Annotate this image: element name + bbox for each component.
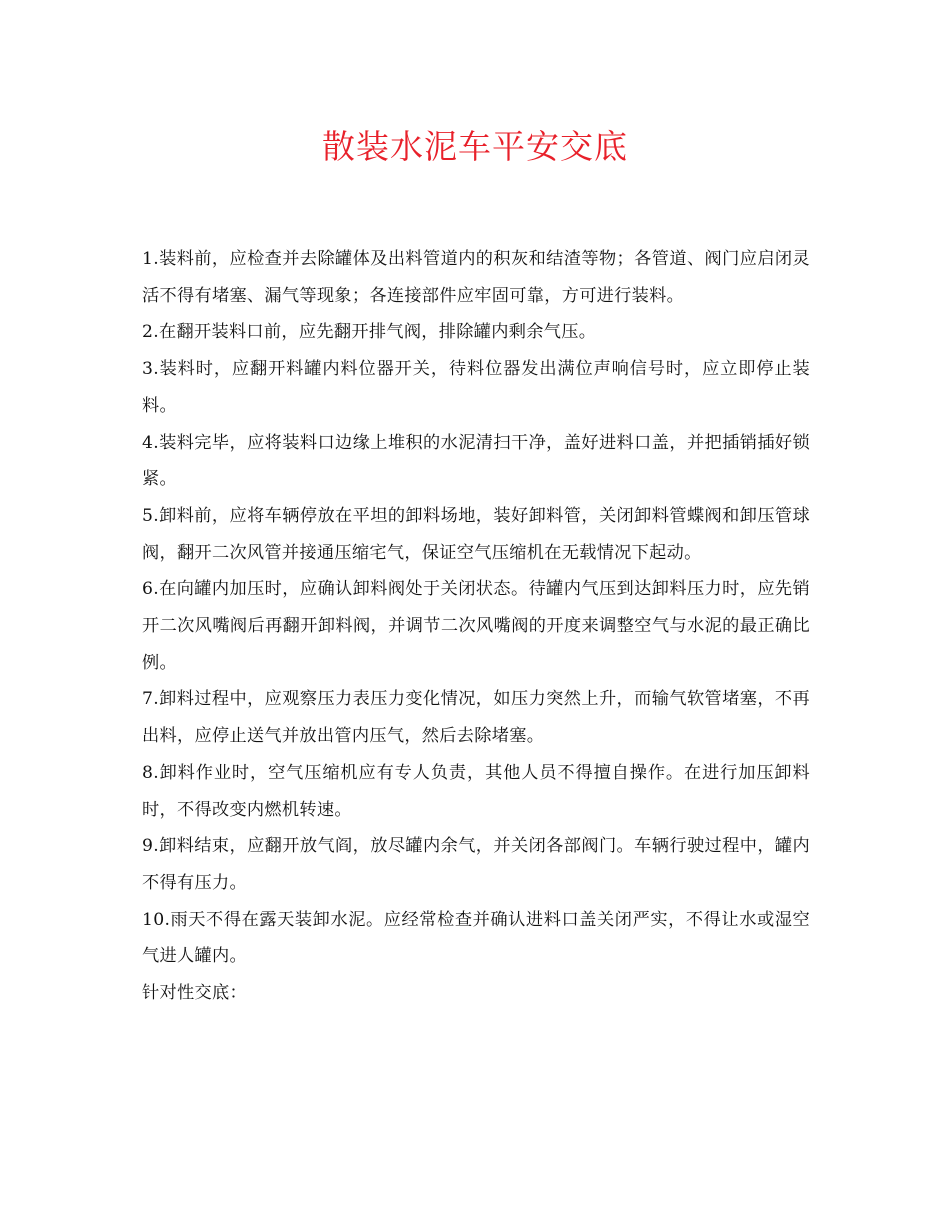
paragraph-6: 6.在向罐内加压时，应确认卸料阀处于关闭状态。待罐内气压到达卸料压力时，应先销开二次风嘴阀后再翻开卸料阀，并调节二次风嘴阀的开度来调整空气与水泥的最正确比例。: [142, 579, 810, 673]
paragraph-4: 4.装料完毕，应将装料口边缘上堆积的水泥清扫干净，盖好进料口盖，并把插销插好锁紧。: [142, 432, 810, 490]
paragraph-7: 7.卸料过程中，应观察压力表压力变化情况，如压力突然上升，而输气软管堵塞，不再出料，应停止送气并放出管内压气，然后去除堵塞。: [142, 689, 810, 747]
paragraph-2: 2.在翻开装料口前，应先翻开排气阀，排除罐内剩余气压。: [142, 322, 597, 343]
paragraph-10: 10.雨天不得在露天装卸水泥。应经常检查并确认进料口盖关闭严实，不得让水或湿空气进人罐内。: [142, 909, 810, 967]
paragraph-5: 5.卸料前，应将车辆停放在平坦的卸料场地，装好卸料管，关闭卸料管蝶阀和卸压管球阀，翻开二次风管并接通压缩宅气，保证空气压缩机在无载情况下起动。: [142, 505, 810, 563]
paragraph-9: 9.卸料结束，应翻开放气阎，放尽罐内余气，并关闭各部阀门。车辆行驶过程中，罐内不得有压力。: [142, 836, 810, 893]
document-title: 散装水泥车平安交底: [322, 127, 628, 166]
paragraph-3: 3.装料时，应翻开料罐内料位器开关，待料位器发出满位声响信号时，应立即停止装料。: [142, 359, 810, 416]
paragraph-8: 8.卸料作业时，空气压缩机应有专人负责，其他人员不得擅自操作。在进行加压卸料时，不得改变内燃机转速。: [142, 762, 810, 820]
targeted-briefing-label: 针对性交底：: [142, 983, 247, 1004]
paragraph-1: 1.装料前，应检查并去除罐体及出料管道内的积灰和结渣等物；各管道、阀门应启闭灵活不得有堵塞、漏气等现象；各连接部件应牢固可靠，方可进行装料。: [142, 249, 810, 306]
document-body: [142, 241, 810, 1012]
